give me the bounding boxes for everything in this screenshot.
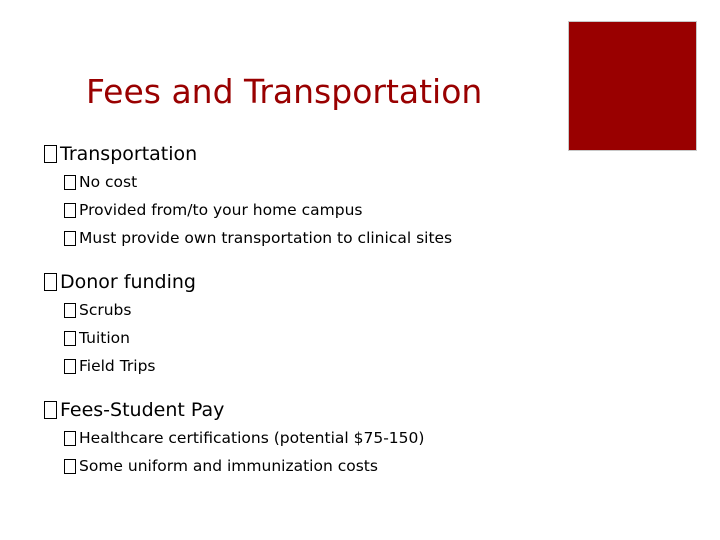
missing-glyph-icon [44, 401, 57, 419]
accent-block [568, 21, 697, 151]
missing-glyph-icon [44, 145, 57, 163]
list-item [44, 352, 564, 380]
missing-glyph-icon [64, 203, 76, 218]
bullet-group-transportation [44, 140, 564, 252]
list-item-text: Must provide own transportation to clinical sites [79, 229, 453, 247]
list-item [44, 224, 564, 252]
group-header [44, 140, 564, 168]
list-item-text: No cost [79, 173, 138, 191]
list-item-text: Provided from/to your home campus [79, 201, 363, 219]
missing-glyph-icon [64, 303, 76, 318]
missing-glyph-icon [64, 331, 76, 346]
list-item [44, 168, 564, 196]
bullet-content [44, 140, 564, 480]
list-item [44, 452, 564, 480]
missing-glyph-icon [64, 459, 76, 474]
group-header [44, 268, 564, 296]
bullet-group-fees [44, 396, 564, 480]
group-label: Donor funding [60, 271, 196, 293]
group-spacer [44, 380, 564, 396]
missing-glyph-icon [64, 359, 76, 374]
list-item [44, 424, 564, 452]
group-header [44, 396, 564, 424]
bullet-group-donor-funding [44, 268, 564, 380]
group-label: Fees-Student Pay [60, 399, 225, 421]
missing-glyph-icon [64, 231, 76, 246]
list-item-text: Field Trips [79, 357, 156, 375]
list-item [44, 196, 564, 224]
group-spacer [44, 252, 564, 268]
missing-glyph-icon [64, 175, 76, 190]
list-item-text: Some uniform and immunization costs [79, 457, 378, 475]
slide-title: Fees and Transportation [86, 72, 483, 111]
list-item-text: Healthcare certifications (potential $75-150) [79, 429, 425, 447]
list-item [44, 324, 564, 352]
group-label: Transportation [60, 143, 198, 165]
list-item [44, 296, 564, 324]
missing-glyph-icon [64, 431, 76, 446]
missing-glyph-icon [44, 273, 57, 291]
list-item-text: Scrubs [79, 301, 132, 319]
list-item-text: Tuition [79, 329, 130, 347]
